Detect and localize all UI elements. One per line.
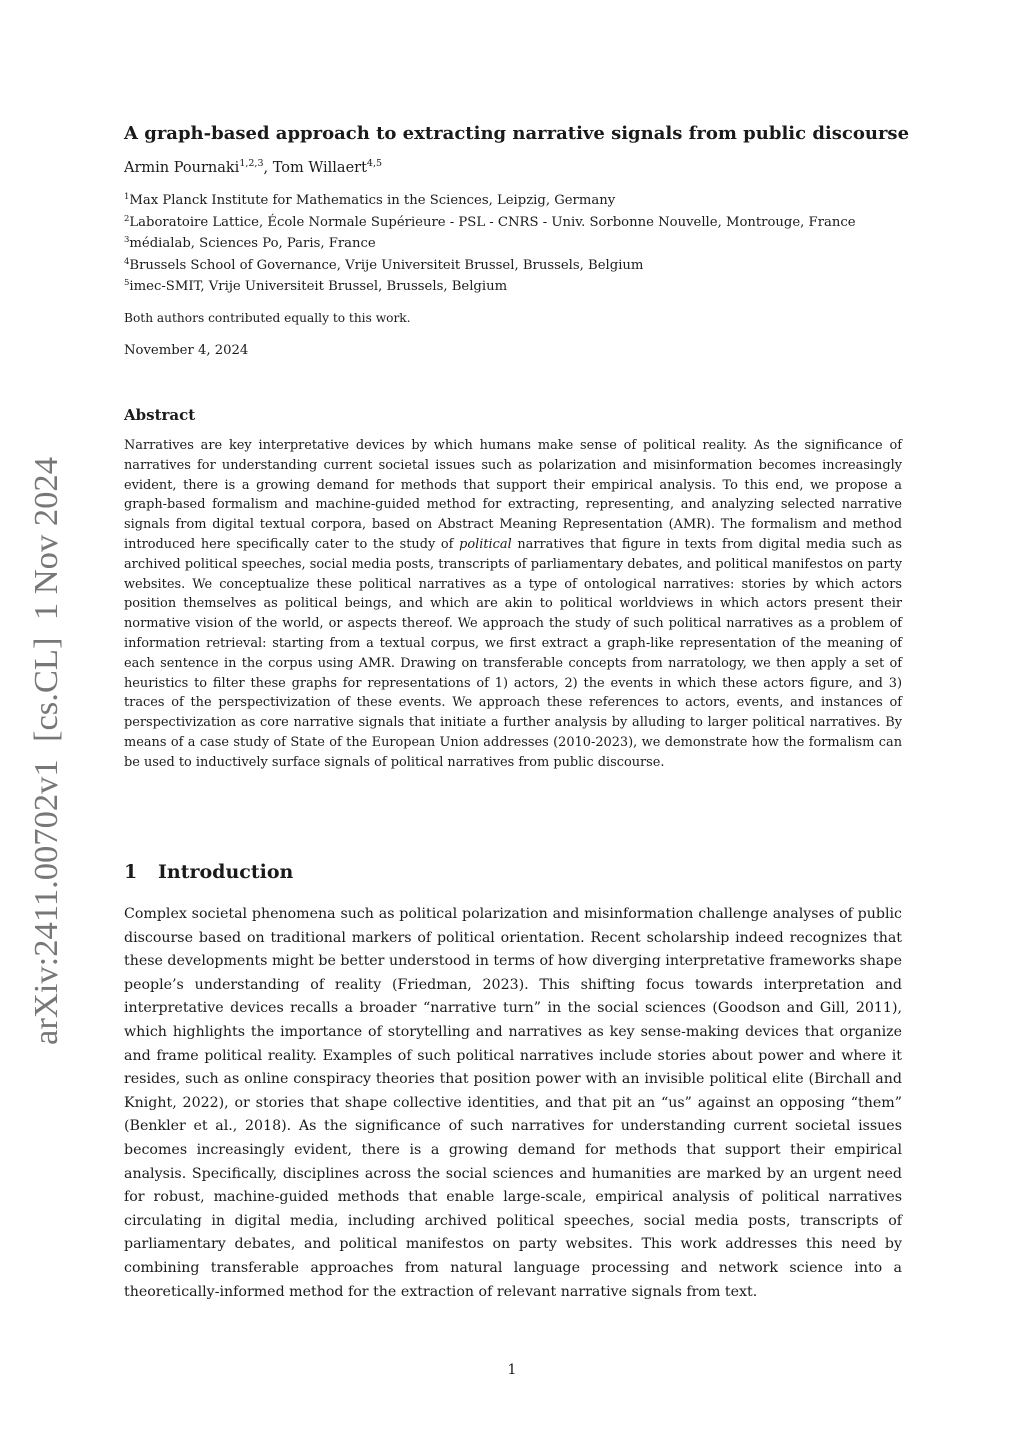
affiliation-list: [124, 190, 914, 298]
section-heading: [124, 859, 293, 885]
publication-date: November 4, 2024: [124, 343, 249, 358]
abstract-text-part: Narratives are key interpretative devices by which humans make sense of political reality. As the significance of narratives for understanding current societal issues such as polarization and misinformation becomes increasingly evident, there is a growing demand for methods that support their empirical analysis. To this end, we propose a graph-based formalism and machine-guided method for extracting, representing, and analyzing selected narrative signals from digital textual corpora, based on Abstract Meaning Representation (AMR). The formalism and method introduced here specifically cater to the study of: [124, 438, 902, 552]
paper-title: A graph-based approach to extracting narrative signals from public discourse: [124, 123, 910, 144]
arxiv-stamp: [20, 455, 70, 1045]
author-list: [124, 158, 382, 178]
author-separator: ,: [263, 160, 273, 176]
author-name: Armin Pournaki: [124, 160, 240, 176]
affiliation: [124, 212, 914, 234]
arxiv-stamp-text: arXiv:2411.00702v1 [cs.CL] 1 Nov 2024: [28, 466, 65, 1045]
affiliation-number: 3: [124, 235, 130, 246]
affiliation: [124, 190, 914, 212]
abstract-body: [124, 436, 902, 773]
abstract-heading: Abstract: [124, 406, 196, 424]
author-affiliation-marks: 4,5: [366, 158, 383, 169]
affiliation: [124, 276, 914, 298]
affiliation-number: 1: [124, 192, 130, 202]
affiliation: [124, 233, 914, 255]
contribution-note: Both authors contributed equally to this work.: [124, 311, 411, 325]
affiliation-number: 4: [124, 256, 130, 267]
section-title: Introduction: [158, 861, 294, 883]
author-affiliation-marks: 1,2,3: [239, 158, 264, 169]
affiliation-text: Laboratoire Lattice, École Normale Supérieure - PSL - CNRS - Univ. Sorbonne Nouvelle, Montrouge, France: [129, 214, 856, 230]
author-name: Tom Willaert: [272, 160, 367, 176]
affiliation-number: 5: [124, 278, 130, 289]
affiliation-text: Brussels School of Governance, Vrije Universiteit Brussel, Brussels, Belgium: [129, 257, 644, 273]
affiliation-text: médialab, Sciences Po, Paris, France: [129, 236, 376, 252]
affiliation: [124, 255, 914, 277]
abstract-italic-word: political: [459, 536, 512, 552]
page-number: 1: [507, 1362, 517, 1378]
section-number: 1: [124, 861, 138, 883]
affiliation-number: 2: [124, 213, 130, 224]
affiliation-text: imec-SMIT, Vrije Universiteit Brussel, Brussels, Belgium: [129, 279, 508, 295]
introduction-paragraph: Complex societal phenomena such as political polarization and misinformation challenge analyses of public discourse based on traditional markers of political orientation. Recent scholarship indeed recognizes that these developments might be better understood in terms of how diverging interpretative frameworks shape people’s understanding of reality (Friedman, 2023). This shifting focus towards interpretation and interpretative devices recalls a broader “narrative turn” in the social sciences (Goodson and Gill, 2011), which highlights the importance of storytelling and narratives as key sense-making devices that organize and frame political reality. Examples of such political narratives include stories about power and where it resides, such as online conspiracy theories that position power with an invisible political elite (Birchall and Knight, 2022), or stories that shape collective identities, and that pit an “us” against an opposing “them” (Benkler et al., 2018). As the significance of such narratives for understanding current societal issues becomes increasingly evident, there is a growing demand for methods that support their empirical analysis. Specifically, disciplines across the social sciences and humanities are marked by an urgent need for robust, machine-guided methods that enable large-scale, empirical analysis of political narratives circulating in digital media, including archived political speeches, social media posts, transcripts of parliamentary debates, and political manifestos on party websites. This work addresses this need by combining transferable approaches from natural language processing and network science into a theoretically-informed method for the extraction of relevant narrative signals from text.: [124, 906, 902, 1300]
abstract-text-part: narratives that figure in texts from digital media such as archived political speeches, social media posts, transcripts of parliamentary debates, and political manifestos on party websites. We conceptualize these political narratives as a type of ontological narratives: stories by which actors position themselves as political beings, and which are akin to political worldviews in which actors present their normative vision of the world, or aspects thereof. We approach the study of such political narratives as a problem of information retrieval: starting from a textual corpus, we first extract a graph-like representation of the meaning of each sentence in the corpus using AMR. Drawing on transferable concepts from narratology, we then apply a set of heuristics to filter these graphs for representations of 1) actors, 2) the events in which these actors figure, and 3) traces of the perspectivization of these events. We approach these references to actors, events, and instances of perspectivization as core narrative signals that initiate a further analysis by alluding to larger political narratives. By means of a case study of State of the European Union addresses (2010-2023), we demonstrate how the formalism can be used to inductively surface signals of political narratives from public discourse.: [124, 536, 902, 770]
affiliation-text: Max Planck Institute for Mathematics in the Sciences, Leipzig, Germany: [129, 193, 616, 208]
